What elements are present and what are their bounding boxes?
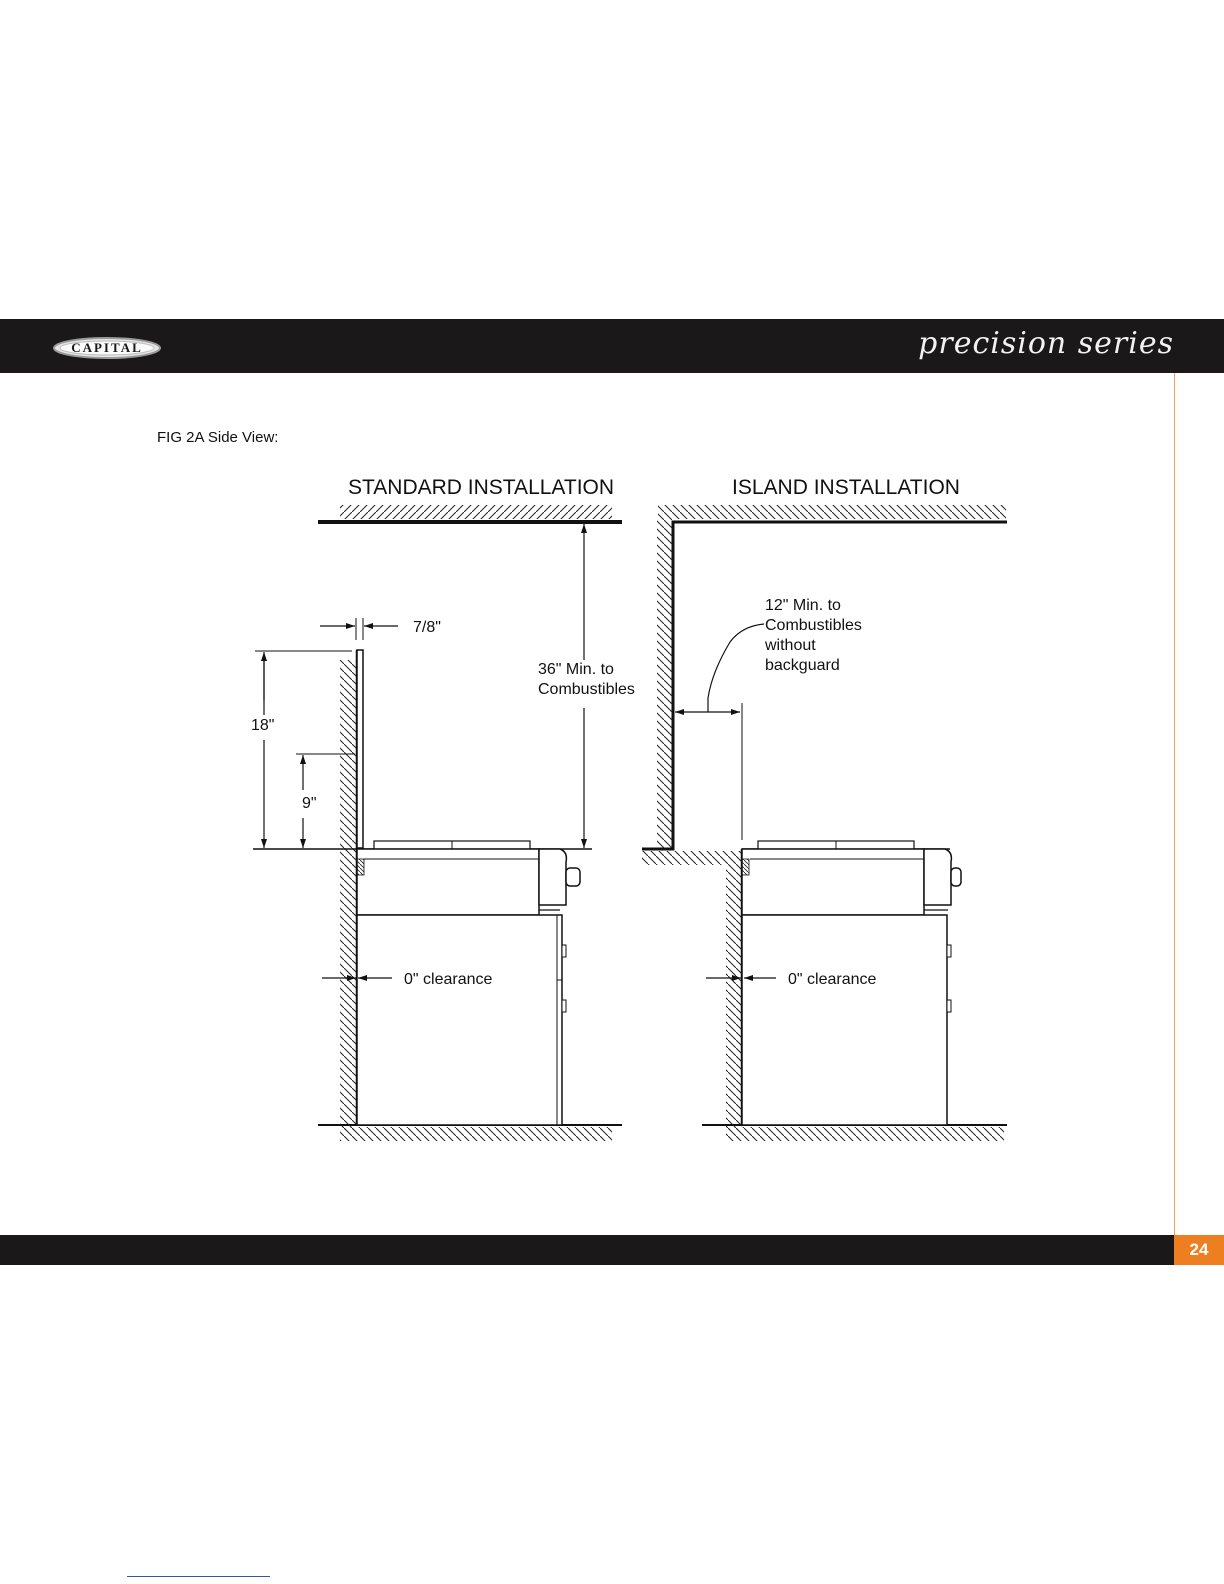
island-title: ISLAND INSTALLATION (732, 476, 960, 499)
standard-dim-9: 9" (302, 795, 317, 812)
standard-floor-hatch (340, 1127, 612, 1141)
footer-bar (0, 1235, 1224, 1265)
standard-ceiling-hatch (340, 505, 612, 519)
island-clearance: 0" clearance (788, 971, 877, 988)
island-upper-wall-hatch (657, 519, 672, 849)
standard-dim-36-line2: Combustibles (538, 681, 635, 698)
standard-dim-18: 18" (251, 717, 275, 734)
island-dim-line2: Combustibles (765, 617, 862, 634)
island-upper-wall (642, 522, 1007, 849)
standard-wall-hatch (340, 660, 356, 1130)
series-title: precision series (918, 326, 1174, 361)
island-dim-line1: 12" Min. to (765, 597, 841, 614)
standard-clearance: 0" clearance (404, 971, 493, 988)
island-oven (742, 915, 947, 1125)
standard-dim-36-line1: 36" Min. to (538, 661, 614, 678)
island-floor-hatch (726, 1127, 1004, 1141)
island-ceiling-hatch (658, 505, 1006, 519)
standard-dim-7-8: 7/8" (413, 619, 441, 636)
standard-oven (357, 915, 562, 1125)
page-number: 24 (1174, 1235, 1224, 1265)
bottom-link-underline (127, 1576, 270, 1577)
figure-caption: FIG 2A Side View: (157, 429, 279, 446)
island-dim-line4: backguard (765, 657, 840, 674)
standard-title: STANDARD INSTALLATION (348, 476, 615, 499)
standard-backguard (357, 650, 363, 848)
island-lower-wall-hatch (726, 865, 742, 1130)
island-dim-line3: without (765, 637, 816, 654)
logo-text: CAPITAL (71, 340, 143, 355)
